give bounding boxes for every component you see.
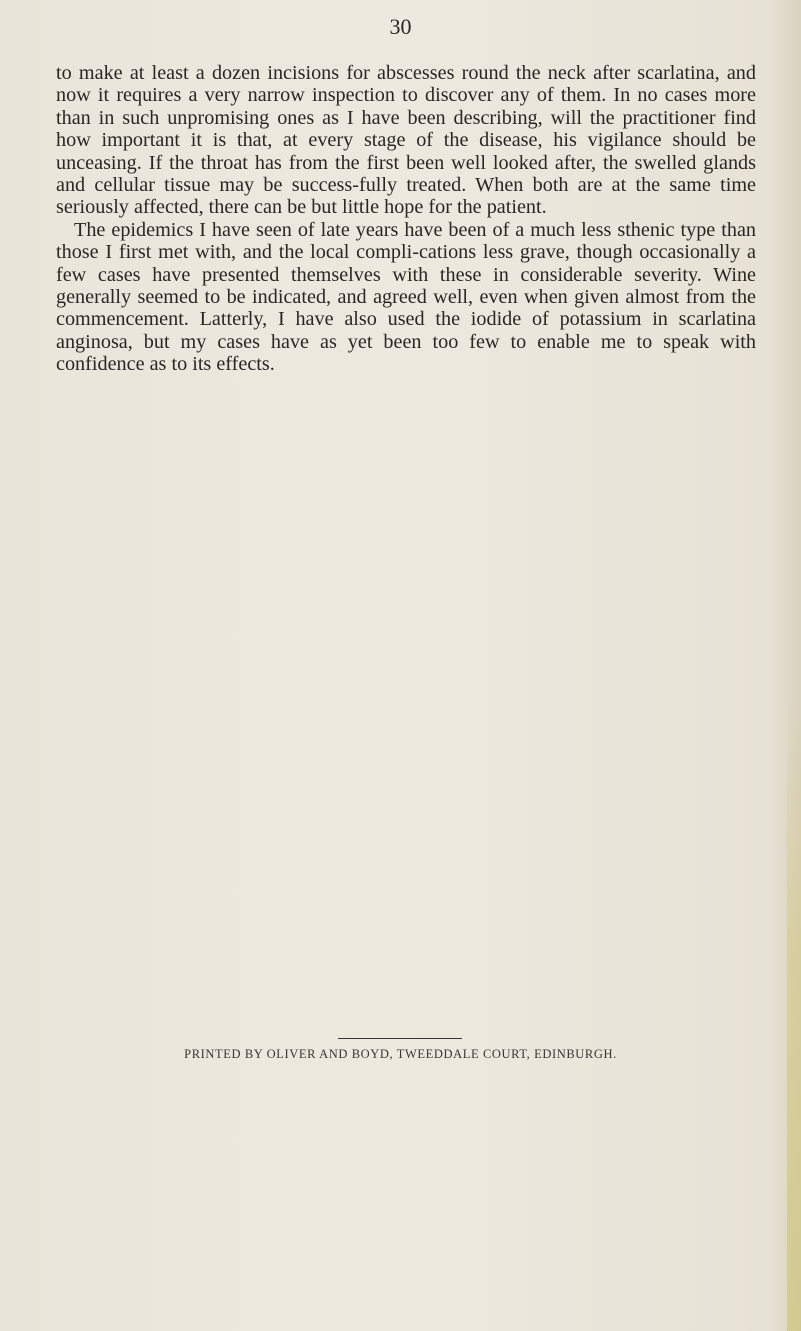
page-edge-stain	[787, 700, 801, 1331]
paragraph-epidemics: The epidemics I have seen of late years have been of a much less sthenic type than those I first met with, and the local compli-cations less grave, though occasionally a few cases have presented themselves with these in considerable severity. Wine generally seemed to be indicated, and agreed well, even when given almost from the commencement. Latterly, I have also used the iodide of potassium in scarlatina anginosa, but my cases have as yet been too few to enable me to speak with confidence as to its effects.	[56, 218, 756, 376]
paragraph-continuation: to make at least a dozen incisions for abscesses round the neck after scarlatina, and now it requires a very narrow inspection to discover any of them. In no cases more than in such unpromising ones as I have been describing, will the practitioner find how important it is that, at every stage of the disease, his vigilance should be unceasing. If the throat has from the first been well looked after, the swelled glands and cellular tissue may be success-fully treated. When both are at the same time seriously affected, there can be but little hope for the patient.	[56, 62, 756, 219]
imprint-divider	[338, 1038, 462, 1039]
body-text	[56, 62, 756, 376]
page-number: 30	[389, 14, 412, 39]
printer-imprint: PRINTED BY OLIVER AND BOYD, TWEEDDALE COURT, EDINBURGH.	[184, 1047, 617, 1061]
